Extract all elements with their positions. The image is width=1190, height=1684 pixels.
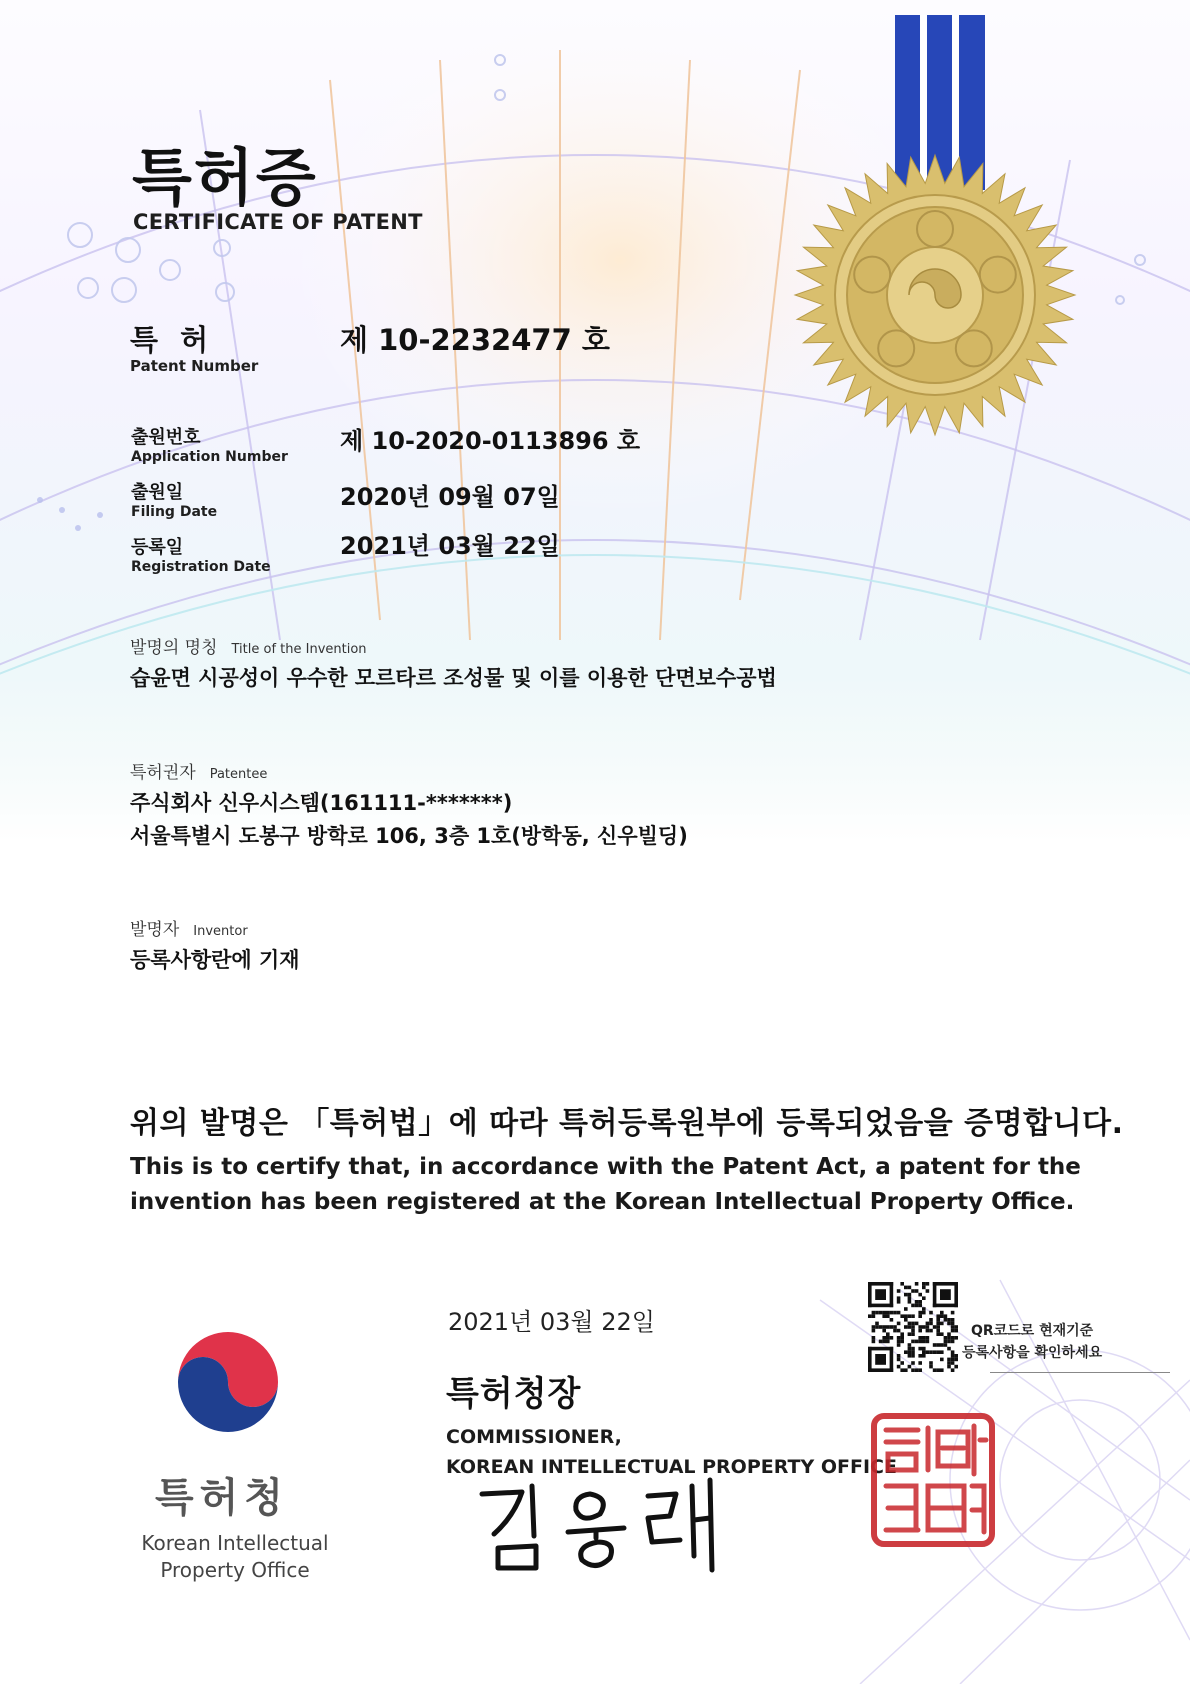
inventor-label-en: Inventor [193, 924, 248, 939]
inventor-heading [130, 915, 248, 940]
certificate-title-en: CERTIFICATE OF PATENT [133, 210, 423, 234]
qr-note-line1: QR코드로 현재기준 [970, 1323, 1094, 1339]
application-number-label-kr: 출원번호 [131, 427, 201, 448]
kipo-name-kr: 특허청 [155, 1475, 289, 1521]
filing-date-label-en: Filing Date [131, 504, 218, 520]
patent-number-label-kr: 특 허 [130, 323, 215, 357]
patent-number-label-en: Patent Number [130, 357, 259, 375]
qr-note-line2: 등록사항을 확인하세요 [962, 1345, 1103, 1361]
commissioner-title-kr: 특허청장 [446, 1374, 582, 1414]
application-number-value: 제 10-2020-0113896 호 [340, 427, 641, 455]
invention-title-heading [130, 633, 367, 658]
registration-date-value: 2021년 03월 22일 [340, 532, 560, 560]
kipo-name-en [110, 1530, 360, 1584]
certification-en-line2: invention has been registered at the Korean Intellectual Property Office. [130, 1189, 1075, 1215]
filing-date-label-kr: 출원일 [131, 482, 184, 503]
certificate-title-kr: 특허증 [132, 141, 318, 214]
patentee-address: 서울특별시 도봉구 방학로 106, 3층 1호(방학동, 신우빌딩) [130, 824, 688, 848]
kipo-name-en-line2: Property Office [160, 1558, 310, 1582]
patentee-label-kr: 특허권자 [130, 763, 196, 783]
commissioner-title-en [446, 1422, 897, 1482]
invention-title-value: 습윤면 시공성이 우수한 모르타르 조성물 및 이를 이용한 단면보수공법 [130, 666, 777, 690]
kipo-name-en-line1: Korean Intellectual [141, 1531, 329, 1555]
patentee-label-en: Patentee [209, 767, 268, 782]
registration-date-label-kr: 등록일 [131, 537, 184, 558]
filing-date-value: 2020년 09월 07일 [340, 483, 560, 511]
commissioner-en-line1: COMMISSIONER, [446, 1426, 622, 1448]
qr-code[interactable] [868, 1282, 958, 1372]
inventor-label-kr: 발명자 [130, 920, 180, 940]
registration-date-label-en: Registration Date [131, 559, 271, 575]
patent-number-value: 제 10-2232477 호 [340, 323, 610, 357]
application-number-label-en: Application Number [131, 449, 288, 465]
kipo-taegeuk-logo [158, 1312, 298, 1452]
inventor-value: 등록사항란에 기재 [130, 948, 300, 972]
invention-title-label-kr: 발명의 명칭 [130, 638, 218, 658]
qr-divider [990, 1372, 1170, 1373]
patentee-name: 주식회사 신우시스템(161111-*******) [130, 791, 513, 815]
patentee-heading [130, 758, 267, 783]
commissioner-en-line2: KOREAN INTELLECTUAL PROPERTY OFFICE [446, 1456, 897, 1478]
certification-statement-en [130, 1150, 1081, 1220]
official-red-seal [868, 1410, 998, 1550]
invention-title-label-en: Title of the Invention [231, 642, 367, 657]
handwritten-signature [470, 1476, 730, 1576]
gold-seal-medal [790, 150, 1080, 440]
certification-statement-kr: 위의 발명은 「특허법」에 따라 특허등록원부에 등록되었음을 증명합니다. [130, 1106, 1124, 1141]
certification-en-line1: This is to certify that, in accordance with the Patent Act, a patent for the [130, 1154, 1081, 1180]
issuance-date: 2021년 03월 22일 [448, 1308, 655, 1336]
qr-note [962, 1320, 1102, 1364]
